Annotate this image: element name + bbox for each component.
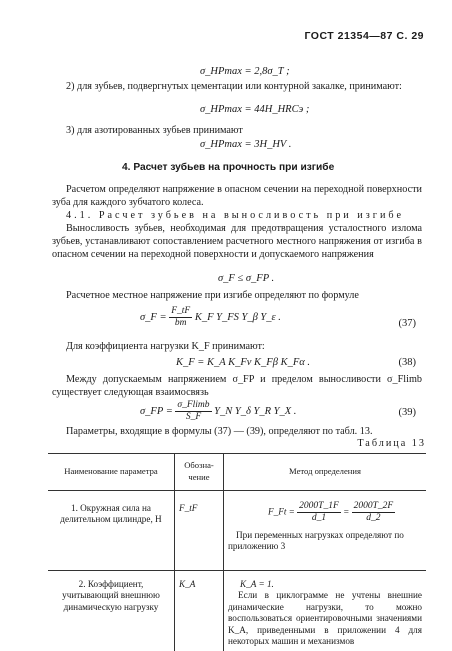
paragraph-relation: Между допускаемым напряжением σ_FP и пределом выносливости σ_Flimb существует следующая взаимосвязь: [52, 374, 422, 398]
section-title: 4. Расчет зубьев на прочность при изгибе: [122, 162, 335, 173]
eq39-rhs: Y_N Y_δ Y_R Y_X .: [214, 405, 297, 417]
eq37-rhs: K_F Y_FS Y_β Y_ε .: [194, 311, 281, 323]
paragraph-params: Параметры, входящие в формулы (37) — (39), определяют по табл. 13.: [66, 426, 373, 437]
table-row: [48, 490, 426, 570]
row1-note: При переменных нагрузках определяют по приложению 3: [228, 529, 404, 551]
formula-hp-max-3: σ_HPmax = 3H_HV .: [200, 139, 292, 150]
table-13: [48, 436, 426, 651]
equation-39: [140, 400, 296, 423]
eq39-fraction: [175, 400, 211, 423]
col-header-symbol: Обозна- чение: [175, 453, 224, 490]
paragraph-item-2: 2) для зубьев, подвергнутых цементации или контурной закалке, принимают:: [66, 81, 402, 92]
row2-formula: K_A = 1.: [240, 578, 274, 589]
subsection-title: 4.1. Расчет зубьев на выносливость при изгибе: [66, 210, 404, 221]
table-header-row: [48, 453, 426, 490]
row1-formula-lhs: F_Ft =: [268, 506, 295, 517]
eq39-lhs: σ_FP =: [140, 405, 173, 417]
table-caption: Таблица 13: [357, 438, 426, 449]
row1-num-1: 2000T_1F: [299, 500, 339, 511]
row1-fraction-2: [352, 501, 396, 524]
row2-method: [224, 570, 427, 651]
row2-note: Если в циклограмме не учтены внешние динамические нагрузки, то можно воспользоваться ориентировочными значениями K_A, приведенными в приложении 4 для некоторых машин и механизмов: [228, 590, 422, 646]
row1-num-2: 2000T_2F: [353, 500, 394, 511]
row1-eq: =: [343, 506, 350, 517]
row2-name: 2. Коэффициент, учитывающий внешнюю динамическую нагрузку: [48, 570, 175, 651]
eq39-denominator: S_F: [185, 412, 202, 422]
eq37-denominator: bm: [174, 318, 187, 328]
eq39-numerator: σ_Flimb: [177, 400, 210, 410]
table-row: [48, 570, 426, 651]
paragraph-intro: Расчетом определяют напряжение в опасном сечении на переходной поверхности зуба для каждого зубчатого колеса.: [52, 184, 422, 208]
equation-number-38: (38): [398, 357, 416, 368]
equation-37: [140, 306, 281, 329]
paragraph-item-3: 3) для азотированных зубьев принимают: [66, 125, 243, 136]
page-header: ГОСТ 21354—87 С. 29: [304, 30, 424, 42]
paragraph-endurance: Выносливость зубьев, необходимая для предотвращения усталостного излома зубьев, устанавливают сопоставлением расчетного местного напряжения от изгиба в опасном сечении на переходной поверхности и допускаемого напряжения: [52, 223, 422, 260]
equation-38: K_F = K_A K_Fv K_Fβ K_Fα .: [176, 357, 311, 368]
equation-number-37: (37): [398, 318, 416, 329]
row2-symbol: K_A: [175, 570, 224, 651]
formula-condition: σ_F ≤ σ_FP .: [218, 273, 275, 284]
row1-formula: [228, 501, 422, 524]
row1-fraction-1: [297, 501, 341, 524]
paragraph-load-factor: Для коэффициента нагрузки K_F принимают:: [66, 341, 265, 352]
row1-symbol: F_tF: [175, 490, 224, 570]
col-header-method: Метод определения: [224, 453, 427, 490]
formula-hp-max-1: σ_HPmax = 2,8σ_T ;: [200, 66, 290, 77]
row1-den-1: d_1: [311, 512, 327, 523]
equation-number-39: (39): [398, 407, 416, 418]
eq37-lhs: σ_F =: [140, 311, 167, 323]
eq37-fraction: [169, 306, 192, 329]
row1-method: [224, 490, 427, 570]
formula-hp-max-2: σ_HPmax = 44H_HRCэ ;: [200, 104, 310, 115]
paragraph-local-stress: Расчетное местное напряжение при изгибе определяют по формуле: [66, 290, 359, 301]
row1-den-2: d_2: [366, 512, 381, 523]
row1-name: 1. Окружная сила на делительном цилиндре, Н: [60, 502, 162, 524]
col-header-name: Наименование параметра: [48, 453, 175, 490]
eq37-numerator: F_tF: [171, 306, 191, 316]
